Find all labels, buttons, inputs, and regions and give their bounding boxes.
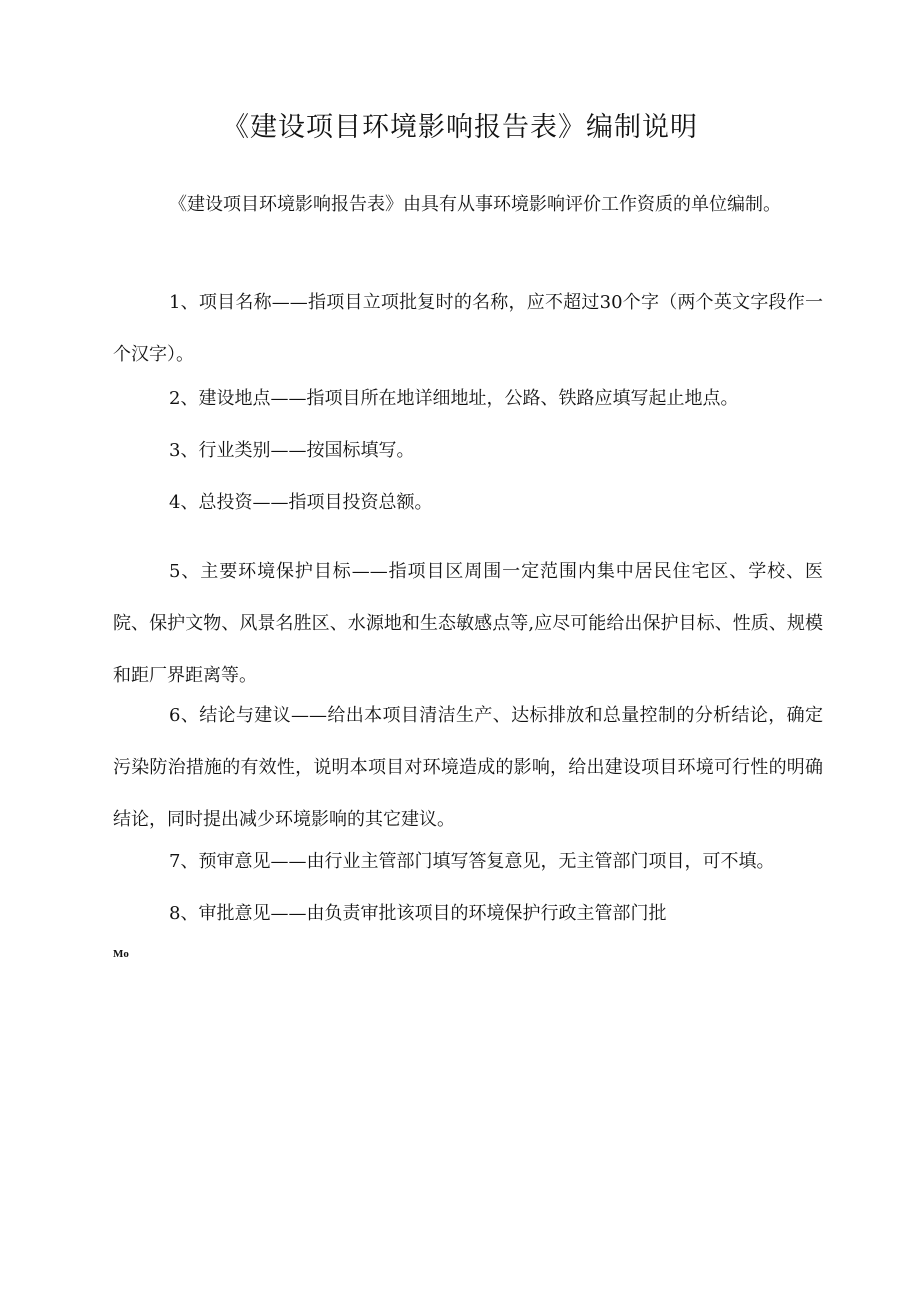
item-3-industry-category: 3、行业类别——按国标填写。 <box>169 440 415 461</box>
item-5-protection-targets: 5、主要环境保护目标——指项目区周围一定范围内集中居民住宅区、学校、医院、保护文物、风景名胜区、水源地和生态敏感点等,应尽可能给出保护目标、性质、规模和距厂界距离等。 <box>113 561 823 686</box>
item-2-construction-site: 2、建设地点——指项目所在地详细地址，公路、铁路应填写起止地点。 <box>169 388 739 409</box>
item-7-preliminary-review: 7、预审意见——由行业主管部门填写答复意见，无主管部门项目，可不填。 <box>169 851 775 872</box>
footer-mark: Mo <box>113 948 129 960</box>
item-6-conclusions: 6、结论与建议——给出本项目清洁生产、达标排放和总量控制的分析结论，确定污染防治措施的有效性，说明本项目对环境造成的影响，给出建设项目环境可行性的明确结论，同时提出减少环境影响的其它建议。 <box>113 705 823 830</box>
item-4-total-investment: 4、总投资——指项目投资总额。 <box>169 492 433 513</box>
item-8-approval-opinion: 8、审批意见——由负责审批该项目的环境保护行政主管部门批 <box>169 903 667 924</box>
item-1-project-name: 1、项目名称——指项目立项批复时的名称，应不超过30个字（两个英文字段作一个汉字）。 <box>113 292 823 365</box>
document-title: 《建设项目环境影响报告表》编制说明 <box>222 112 698 143</box>
intro-paragraph: 《建设项目环境影响报告表》由具有从事环境影响评价工作资质的单位编制。 <box>169 194 781 215</box>
